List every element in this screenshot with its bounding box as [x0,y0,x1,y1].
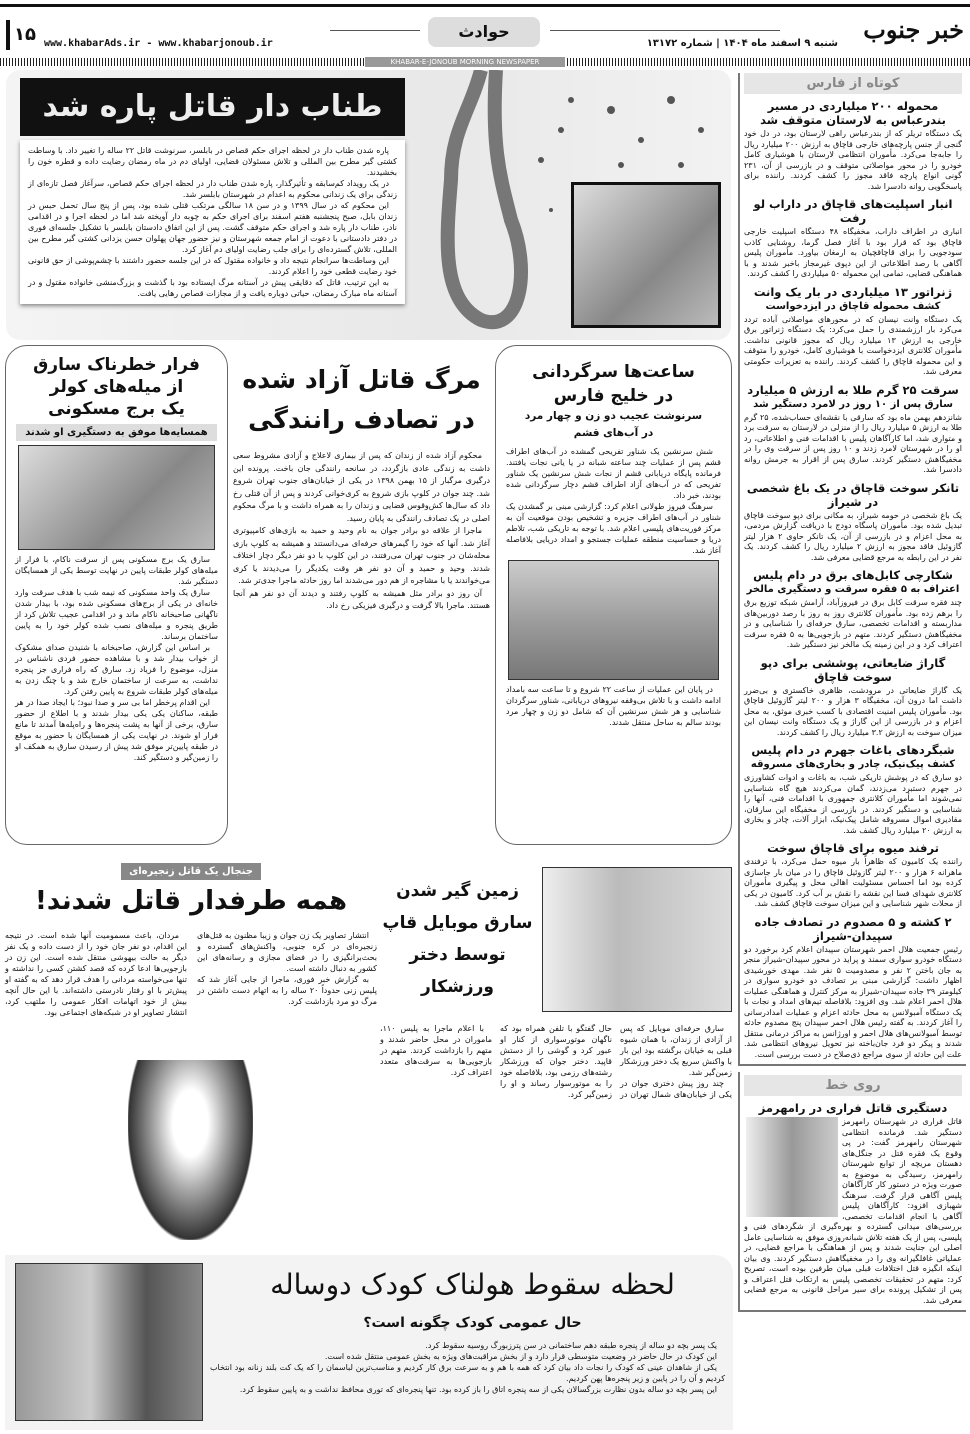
sidebar-news-text: یک باغ شخصی در حومه شیراز، به مکانی برای دپو سوخت قاچاق تبدیل شده بود. مأموران پاسگاه دودج با دریافت گزارش مردمی، به محل اعزام و در بازرسی از آن، یک تانکر حاوی ۲ هزار لیتر گازوئیل فاقد مجوز به ارزش ۲ میلیارد ریال را کشف کردند. یک نفر در این رابطه به مرجع قضایی معرفی شد. [744,510,963,562]
sidebar-news-title: ژنراتور ۱۳ میلیاردی در بار یک وانت [753,284,953,299]
sidebar-news-subtitle: اعتراف به ۵ فقره سرقت و دستگیری مالخر [746,584,960,595]
qeshm-body-top: شش سرنشین یک شناور تفریحی گمشده در آب‌های اطراف قشم پس از عملیات چند ساعته شبانه در یا یانی نجات یافتند. فرمانده پایگاه دریابانی قشم از نجات شش سرنشین یک شناور تفریحی که در آب‌های آزاد اطراف قشم دچار سرگردانی شده بودند، خبر داد. سرهنگ فیروز طولانی اعلام کرد: گزارشی مبنی بر گمشدن یک شناور در آب‌های اطراف جزیره و تشخیص بودن موقعیت آن به مرکز فوریت‌های پلیسی اعلام شد. با توجه به تاریکی شب، تلاطم دریا و حساسیت منطقه عملیات جستجو و امداد دریایی بلافاصله آغاز شد. [506,447,721,555]
online-section-title: روی خط [744,1075,962,1096]
online-headline: دستگیری قاتل فراری در رامهرمز [758,1101,948,1115]
feature-body: پاره شدن طناب دار در لحظه اجرای حکم قصاص در بابلسر، سرنوشت قاتل ۲۲ ساله را تغییر داد. با وساطت کشتی گیر مطرح بین المللی و تلاش مسئولان قضایی، اولیای دم در ماه رمضان رضایت داده و قطره خون را بخشیدند. در یک رویداد کم‌سابقه و تأثیرگذار، پاره شدن طناب دار در لحظه اجرای حکم قصاص، سرآغاز فصل تازه‌ای از زندگی برای یک زندانی محکوم به اعدام در شهرستان بابلسر شد. این محکوم که در سال ۱۳۹۹ و در سن ۱۸ سالگی مرتکب قتلی شده بود، پس از پنج سال تحمل حبس در زندان بابل، صبح پنجشنبه هفتم اسفند برای اجرای حکم به چوبه دار آویخته شد اما در لحظه اجرا و در اقدامی نادر، طناب دار پاره شد و اجرای حکم متوقف گشت. پس از این اتفاق دادستان بابلسر با تشکیل جلسه‌ای فوری در دفتر دادستانی با دعوت از امام جمعه شهرستان و نیز حضور جهان پهلوان حسن یزدانی کشتی گیر مطرح بین المللی، تلاش گسترده‌ای را برای جلب رضایت اولیای دم آغاز کرد. این وساطت‌ها سرانجام نتیجه داد و خانواده مقتول که در این جلسه حضور داشتند با چشم‌پوشی از حق قانونی خود رضایت قطعی خود را اعلام کردند. به این ترتیب، قاتل که دقایقی پیش در آستانه مرگ ایستاده بود با گذشت و بزرگ‌منشی خانواده مقتول و در آستانه ماه مبارک رمضان، حیاتی دوباره یافت و از مجازات قصاص رهایی یافت. [20,140,405,304]
fall-article [5,1255,733,1430]
arrested-man-photo [746,1117,838,1217]
online-box [738,1072,966,1312]
websites: www.khabarAds.ir - www.khabarjonoub.ir [44,38,273,49]
page-number: ۱۵ [6,20,40,50]
sidebar-news-item [740,197,966,280]
qeshm-headline: ساعت‌ها سرگردانی در خلیج فارس [532,362,695,406]
sidebar-news-title: گاراژ ضایعاتی، پوششی برای دپو سوخت قاچاق [760,655,946,684]
sidebar-news-text: راننده یک کامیون که ظاهراً بار میوه حمل می‌کرد، با ترفندی ماهرانه ۶ هزار و ۲۰۰ لیتر گازوئیل قاچاق را در میان بار جاسازی کرده بود اما احساس مسئولیت اهالی محل و پیگیری مأموران کلانتری شهدای فسا این نقشه را نقش بر آب کرد. کامیون در یکی از محلات شهر شناسایی و این میزان سوخت قاچاق کشف شد. [744,857,962,908]
section-title: حوادث [428,17,540,47]
mobile-thief-body: سارق حرفه‌ای موبایل که پس از آزادی از زندان، با همان شیوه قبلی به خیابان برگشته بود این بار با واکنش سریع یک دختر ورزشکار زمین‌گیر شد. چند روز پیش دختری جوان در یکی از خیابان‌های شمال تهران در حال گفتگو با تلفن همراه بود که ناگهان موتورسواری از کنار او عبور کرد و گوشی را از دستش قاپید. دختر جوان که ورزشکار رشته‌های رزمی بود، بلافاصله خود را به موتورسوار رساند و او را زمین‌گیر کرد. با اعلام ماجرا به پلیس ۱۱۰، ماموران در محل حاضر شدند و متهم را بازداشت کردند. متهم در بازجویی‌ها به سرقت‌های متعدد اعتراف کرد. [380,1024,732,1099]
feature-headline: طناب دار قاتل پاره شد [20,78,405,136]
birds-illustration [581,70,731,180]
freed-killer-headline: مرگ قاتل آزاد شده در تصادف رانندگی [242,365,481,434]
noose-illustration [411,70,581,340]
qeshm-subhead: سرنوشت عجیب دو زن و چهار مرد در آب‌های قشم [524,410,703,439]
sidebar-news-text: چند فقره سرقت کابل برق در فیروزآباد، آرامش شبکه توزیع برق را برهم زده بود. مأموران کلانتری روز به روز با رصد دوربین‌های مداربسته و اقدامات تخصصی، سارق حرفه‌ای را شناسایی و در مخفیگاهش دستگیر کردند. متهم در بازجویی‌ها به ۵ فقره سرقت اعتراف کرد و در این زمینه یک مالخر نیز دستگیر شد. [744,598,962,649]
suspect-photo [128,1060,253,1240]
sidebar-news-item [740,841,966,910]
sidebar-news-text: یک گاراژ ضایعاتی در مرودشت، ظاهری خاکستری و بی‌ضرر داشت اما درون آن، مخفیگاه ۳ هزار و ۲۰۰ لیتر گازوئیل قاچاق بود. مأموران پلیس امنیت اقتصادی با کسب خبری موثق، به محل اعزام و در بازرسی از این گاراژ و یک دستگاه وانت نیسان این میزان سوخت به ارزش ۳.۲ میلیارد ریال را کشف کردند. [744,685,962,737]
sidebar-news-item [740,743,966,836]
sidebar-news-text: انباری در اطراف داراب، مخفیگاه ۴۸ دستگاه اسپلیت خارجی قاچاق بود که قرار بود با آغاز فصل گرما، روشنایی کاذب سودجویی را برای قاچاقچیان به ارمغان بیاورد. مأموران پلیس آگاهی با رصد اطلاعاتی از این دپوی غیرمجاز باخبر شدند و با هماهنگی قضایی، تمامی این محموله ۵۰ میلیاردی را کشف کردند. [744,227,962,278]
sidebar-news-title: سرقت ۲۵ گرم طلا به ارزش ۵ میلیارد [747,382,959,397]
escape-headline: فرار خطرناک سارق از میله‌های کولر یک برج مسکونی [33,355,200,419]
sidebar-news-text: یک دستگاه تریلر که از بندرعباس راهی لارستان بود، در دل خود گنجی از جنس پارچه‌های خارجی قاچاق به ارزش ۲۰۰ میلیارد ریال را جابه‌جا می‌کرد. مأموران انتظامی لارستان با هوشیاری کامل خودرو را در محور مواصلاتی متوقف و در بازرسی از آن، ۲۳۱ گونی انواع پارچه فاقد مجوز را کشف کردند. راننده برای پاسخگویی روانه دادسرا شد. [744,129,962,191]
escape-kicker: همسایه‌ها موفق به دستگیری او شدند [16,424,217,441]
strip-label: KHABAR-E-JONOUB MORNING NEWSPAPER [365,57,565,67]
handcuffs-photo [18,445,215,550]
sidebar-news-title: تانکر سوخت قاچاق در یک باغ شخصی در شیراز [746,480,960,509]
fans-kicker: جنجال یک قاتل زنجیره‌ای [121,863,261,880]
mobile-thief-article [380,855,732,1250]
mobile-thief-headline: زمین گیر شدن سارق موبایل قاپ توسط دختر ورزشکار [382,881,533,997]
thief-photo [542,867,732,1012]
sidebar-news-item [740,99,966,192]
sidebar-news-text: یک دستگاه وانت نیسان که در محورهای مواصلاتی آباده تردد می‌کرد بار ارزشمندی را حمل می‌کرد: یک دستگاه ژنراتور برق خارجی به ارزش ۱۳ میلیارد ریال که مجوز قانونی نداشت. مأموران کلانتری ایزدخواست با هوشیاری کامل، خودرو را متوقف و این محموله قاچاق را کشف کردند. راننده به تعزیرات حکومتی معرفی شد. [744,314,963,376]
sidebar-news-subtitle: کشف پیک‌نیک، چادر و بخاری‌های مسروقه [750,759,956,770]
freed-killer-body: محکوم آزاد شده از زندان که پس از بیماری لاعلاج و آزادی مشروط سعی داشت به زندگی عادی بازگردد، در سانحه رانندگی جان باخت. پرونده این درگیری مرگبار از ۱۵ بهمن ۱۳۹۸ در یکی از خیابان‌های جنوب تهران شروع شد. چند جوان در کلوپ بازی شروع به کری‌خوانی کردند و پس از آن قتلی رخ داد که سال‌ها کش‌وقوس قضایی و زندان را به همراه داشت و با مرگ محکوم اصلی در یک تصادف رانندگی به پایان رسید. ماجرا از علاقه دو برادر جوان به نام وحید و حمید به بازی‌های کامپیوتری آغاز شد. آنها که خود را گیمرهای حرفه‌ای می‌دانستند و همیشه به کلوپ بازی محله‌شان در جنوب تهران می‌رفتند، در این کلوپ با دو نفر دیگر دچار اختلاف شدند. وحید و حمید و آن دو نفر هر وقت یکدیگر را می‌دیدند یا کری می‌خواندند یا با مشاجره از هم دور می‌شدند اما روز حادثه ماجرا جدی‌تر شد. آن روز دو برادر مثل همیشه به کلوپ رفتند و دیدند آن دو نفر هم آنجا هستند. ماجرا بالا گرفت و درگیری فیزیکی رخ داد. [233,451,490,610]
qeshm-body-bottom: در پایان این عملیات از ساعت ۲۲ شروع و تا ساعت سه بامداد ادامه داشت و با تلاش بی‌وقفه نیروهای دریابانی، شناور سرگردان شناسایی و هر شش سرنشین آن که شامل دو زن و چهار مرد بودند سالم به ساحل منتقل شدند. [506,685,721,727]
fans-headline: همه طرفدار قاتل شدند! [35,886,347,916]
feature-article [6,70,731,340]
sidebar-news-item [740,656,966,739]
sidebar-news-text: دو سارق که در پوشش تاریکی شب، به باغات و ادوات کشاورزی در جهرم دستبرد می‌زدند، گمان می‌کردند هیچ گاه شناسایی نمی‌شوند اما مأموران کلانتری جمهوری با اقدامات فنی، آنها را شناسایی و دستگیر کردند. در بازرسی از مخفیگاه این سارقان، مقادیری اموال مسروقه شامل پیک‌نیک، ابزار آلات، چادر و بخاری به ارزش ۲۰ میلیارد ریال کشف شد. [744,773,962,835]
right-column [738,70,966,1312]
qeshm-article [495,345,732,845]
sidebar-news-title: شبگردهای باغات جهرم در دام پلیس [751,743,955,757]
sidebar-news-title: شکارچی کابل‌های برق در دام پلیس [753,568,953,582]
fall-subhead: حال عمومی کودک چگونه است؟ [363,1315,582,1331]
sidebar-news-title: انبار اسپلیت‌های قاچاق در داراب لو رفت [753,197,953,225]
fans-article [5,855,377,1250]
online-body: قاتل فراری در شهرستان رامهرمز دستگیر شد. فرمانده انتظامی شهرستان رامهرمز گفت: در پی وقوع یک فقره قتل در جنگل‌های دهستان مریچه از توابع شهرستان رامهرمز، رسیدگی به موضوع به صورت ویژه در دستور کار کارآگاهان پلیس آگاهی قرار گرفت. سرهنگ شهبازی افزود: کارآگاهان پلیس آگاهی با انجام اقدامات تخصصی، بررسی‌های میدانی گسترده و بهره‌گیری از شگردهای فنی و پلیسی، پس از یک هفته تلاش شبانه‌روزی موفق به شناسایی عامل اصلی این جنایت شدند و پس از هماهنگی با مراجع قضایی، در عملیاتی غافلگیرانه وی را در مخفیگاهش دستگیر کردند. وی بیان اینکه انگیزه قتل اختلافات قبلی میان طرفین بوده است، تصریح کرد: متهم در تحقیقات تخصصی پلیس به ارتکاب قتل اعتراف و پس از تشکیل پرونده برای سیر مراحل قانونی به مرجع قضایی معرفی شد. [744,1117,962,1305]
sidebar-news-subtitle: سارق پس از ۱۰ روز در لامرد دستگیر شد [753,398,953,410]
issue-date: شنبه ۹ اسفند ماه ۱۴۰۴ | شماره ۱۳۱۷۲ [646,38,838,49]
sidebar-news-item [740,383,966,476]
fans-body-left: مردان، باعث مسمومیت آنها شده است. در نتیجه این اقدام، دو نفر جان خود را از دست داده و یک نفر دیگر به حالت بیهوشی منتقل شده است. این زن در بازجویی‌ها ادعا کرده که قصد کشتن کسی را نداشته و تنها می‌خواسته مردانی را هدف قرار دهد که به گفته او پیش‌تر با او رفتار نادرستی داشته‌اند. با این حال آنچه بیش از خود اتهامات افکار عمومی را ملتهب کرد، انتشار تصاویر او در شبکه‌های اجتماعی بود. [5,931,187,1017]
fall-headline: لحظه سقوط هولناک کودک دوساله [270,1268,675,1301]
sidebar-news-text: رئیس جمعیت هلال احمر شهرستان سپیدان اعلام کرد برخورد دو دستگاه خودرو سواری سمند و پراید در محور سپیدان-شیراز منجر به جان باختن ۲ نفر و مصدومیت ۵ نفر شد. مهدی خورشیدی اظهار داشت: گزارشی مبنی بر تصادف دو خودرو سواری در کیلومتر ۳۹ جاده سپیدان-شیراز به مرکز کنترل و هماهنگی عملیات هلال احمر اعلام شد. وی افزود: بلافاصله تیم‌های امداد و نجات با یک دستگاه آمبولانس به محل حادثه اعزام و عملیات امدادرسانی را آغاز کردند. به گفته رئیس هلال احمر سپیدان پنج مصدوم حادثه توسط آمبولانس‌های هلال احمر و اورژانس به مراکز درمانی منتقل شدند و پیکر دو فرد جان‌باخته نیز تحویل نیروهای انتظامی شد. علت این حادثه از سوی مراجع ذی‌صلاح در دست بررسی است. [744,944,963,1059]
fall-body: یک پسر بچه دو ساله از پنجره طبقه دهم ساختمانی در سن پترزبورگ روسیه سقوط کرد. این کودک در حال حاضر در وضعیت متوسطی قرار دارد و از بخش مراقبت‌های ویژه به بخش عمومی منتقل شده است. یکی از شاهدان عینی که کودک را نجات داد بیان کرد که همه با هم و به سرعت برق کار کردیم و مناسب‌ترین لباسمان را که یک کت بلند زنانه بود انتخاب کردیم و آن را در پایین و زیر پنجره‌ها پهن کردیم. این پسر بچه دو ساله بدون نظارت بزرگسالان یکی از سه پنجره اتاق را باز کرده بود. تنها پنجره‌ای که توری محافظ نداشت و به پایین سقوط کرد. [210,1341,725,1394]
sidebar-section-title: کوتاه از فارس [744,73,962,94]
sidebar-news-title: محموله ۲۰۰ میلیاردی در مسیر بندرعباس به لارستان متوقف شد [760,99,946,127]
escape-article [5,345,228,845]
newspaper-logo: خبر جنوب [863,15,964,44]
sidebar-news-text: شانزدهم بهمن ماه بود که سارقی با نقشه‌ای حساب‌شده، ۲۵ گرم طلا به ارزش ۵ میلیارد ریال را از منزلی در لارستان به سرقت برد و متواری شد، اما کارآگاهان پلیس با اقدامات فنی و اطلاعاتی، رد او را در شهرستان لامرد زدند و ۱۰ روز پس از سرقت وی را در مخفیگاهش دستگیر کردند. سارق پس از اقرار به جرمش روانه دادسرا شد. [744,412,963,474]
courtroom-photo [571,182,721,328]
sidebar-news-title: ۲ کشته و ۵ مصدوم در تصادف جاده سپیدان-شیراز [754,914,952,943]
sidebar-news-item [740,568,966,651]
sidebar-news-item [740,915,966,1061]
sidebar-news-item [740,285,966,378]
escape-body: سارق یک برج مسکونی پس از سرقت ناکام، با فرار از میله‌های کولر طبقات پایین در نهایت توسط یکی از همسایگان دستگیر شد. سارق یک واحد مسکونی که نیمه شب با هدف سرقت وارد خانه‌ای در یکی از برج‌های مسکونی شده بود، با بیدار شدن ناگهانی صاحبخانه ناکام ماند و در اقدامی عجیب تلاش کرد از طریق پنجره و میله‌های نصب شده کولر خود را به پایین ساختمان برساند. بر اساس این گزارش، صاحبخانه با شنیدن صدای مشکوک از خواب بیدار شد و با مشاهده حضور فردی ناشناس در منزل، موضوع را فریاد زد. سارق که راه فراری جز پنجره نداشت، به سرعت از ساختمان خارج شد و با چنگ زدن به میله‌های کولر طبقات شروع به پایین رفتن کرد. این اقدام پرخطر اما بی سر و صدا نبود؛ با ایجاد صدا در هر طبقه، ساکنان یکی یکی بیدار شدند و با اطلاع از حضور سارق، برخی از آنها به پشت پنجره‌ها و راه‌پله‌ها آمدند تا مانع فرار او شوند. در نهایت یکی از همسایگان با حضور به موقع در طبقه پایین‌تر موفق شد پیش از رسیدن سارق به همکف او را زمین‌گیر و دستگیر کند. [15,555,218,762]
fans-body-right: انتشار تصاویر یک زن جوان و زیبا مظنون به قتل‌های زنجیره‌ای در کره جنوبی، واکنش‌های گسترده و بحث‌برانگیزی را در فضای مجازی و رسانه‌های این کشور به دنبال داشته است. به گزارش خبر فوری، ماجرا از جایی آغاز شد که پلیس زنی حدوداً ۲۰ ساله را به اتهام دست داشتن در مرگ دو مرد بازداشت کرد. [197,931,377,1006]
sidebar-news-item [740,481,966,564]
sidebar-news-subtitle: کشف محموله قاچاق در ایزدخواست [765,300,941,312]
freed-killer-article [233,350,490,840]
short-news-sidebar [738,73,966,1066]
boat-photo [508,560,719,680]
sidebar-news-title: ترفند میوه برای قاچاق سوخت [767,841,939,855]
masthead [0,0,970,68]
child-fall-photo [15,1263,203,1421]
